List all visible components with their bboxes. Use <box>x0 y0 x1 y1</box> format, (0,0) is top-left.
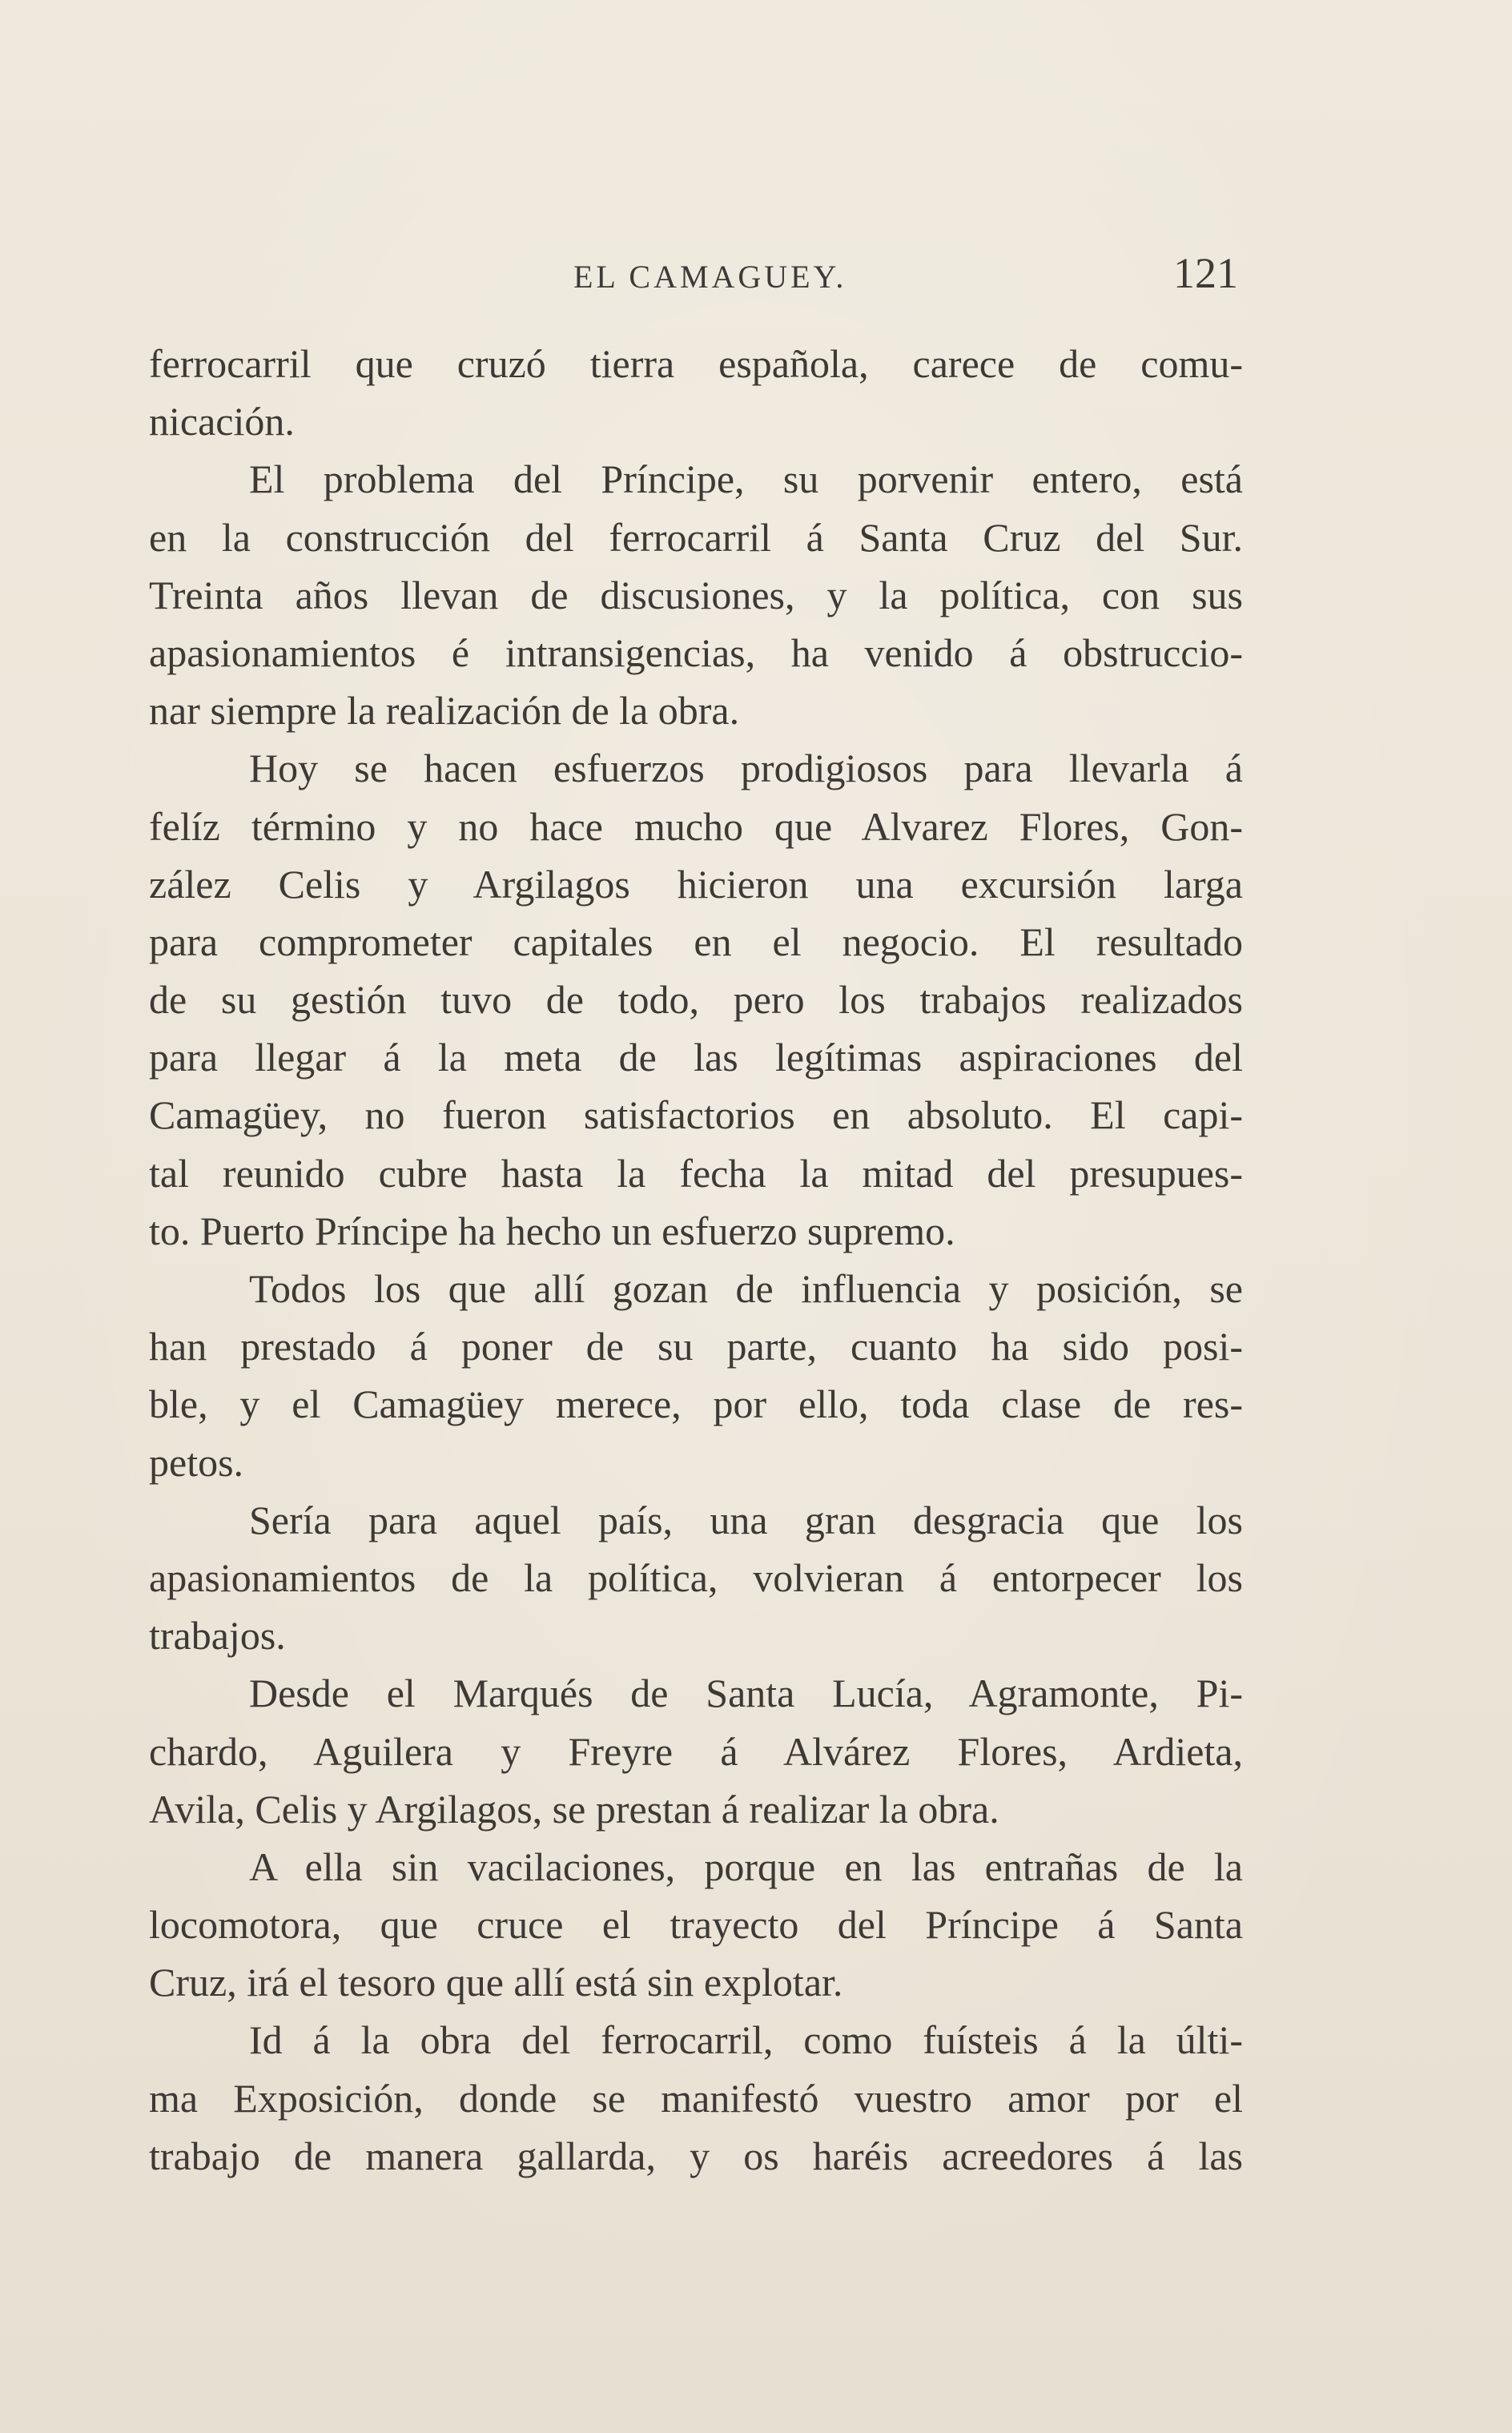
text-line: zález Celis y Argilagos hicieron una excursión larga <box>149 861 1243 907</box>
text-line: ble, y el Camagüey merece, por ello, toda clase de res- <box>149 1381 1243 1427</box>
text-line: trabajos. <box>149 1613 286 1659</box>
text-line: ferrocarril que cruzó tierra española, carece de comu- <box>149 341 1243 386</box>
text-line: para llegar á la meta de las legítimas aspiraciones del <box>149 1035 1243 1080</box>
text-line: trabajo de manera gallarda, y os haréis acreedores á las <box>149 2133 1243 2178</box>
text-line: nicación. <box>149 399 295 444</box>
body-text <box>149 335 1243 2185</box>
text-line: han prestado á poner de su parte, cuanto ha sido posi- <box>149 1324 1243 1369</box>
text-line: tal reunido cubre hasta la fecha la mitad del presupues- <box>149 1150 1243 1196</box>
text-line: Avila, Celis y Argilagos, se prestan á realizar la obra. <box>149 1786 999 1832</box>
text-line: para comprometer capitales en el negocio. El resultado <box>149 919 1243 964</box>
text-line: chardo, Aguilera y Freyre á Alvárez Flores, Ardieta, <box>149 1728 1243 1774</box>
text-line: petos. <box>149 1439 244 1485</box>
text-line: apasionamientos é intransigencias, ha venido á obstruccio- <box>149 629 1243 675</box>
text-line: El problema del Príncipe, su porvenir entero, está <box>249 456 1243 502</box>
text-line: locomotora, que cruce el trayecto del Príncipe á Santa <box>149 1902 1243 1948</box>
text-line: Treinta años llevan de discusiones, y la política, con sus <box>149 572 1243 617</box>
text-line: Desde el Marqués de Santa Lucía, Agramonte, Pi- <box>249 1671 1243 1716</box>
text-line: nar siempre la realización de la obra. <box>149 688 740 734</box>
text-line: to. Puerto Príncipe ha hecho un esfuerzo supremo. <box>149 1208 955 1253</box>
text-line: Cruz, irá el tesoro que allí está sin explotar. <box>149 1960 843 2005</box>
running-head <box>149 248 1238 300</box>
text-line: Todos los que allí gozan de influencia y posición, se <box>249 1266 1243 1311</box>
text-line: A ella sin vacilaciones, porque en las entrañas de la <box>249 1844 1243 1889</box>
text-line: Hoy se hacen esfuerzos prodigiosos para llevarla á <box>249 746 1243 791</box>
running-title: EL CAMAGUEY. <box>573 259 847 295</box>
text-line: de su gestión tuvo de todo, pero los trabajos realizados <box>149 977 1243 1023</box>
text-line: Camagüey, no fueron satisfactorios en absoluto. El capi- <box>149 1092 1243 1138</box>
text-line: en la construcción del ferrocarril á Santa Cruz del Sur. <box>149 514 1243 560</box>
text-line: Id á la obra del ferrocarril, como fuísteis á la últi- <box>249 2017 1243 2063</box>
text-line: ma Exposición, donde se manifestó vuestro amor por el <box>149 2075 1243 2121</box>
text-line: felíz término y no hace mucho que Alvarez Flores, Gon- <box>149 803 1243 849</box>
page-number: 121 <box>1173 249 1238 297</box>
text-line: apasionamientos de la política, volvieran á entorpecer los <box>149 1554 1243 1600</box>
text-line: Sería para aquel país, una gran desgracia que los <box>249 1497 1243 1542</box>
